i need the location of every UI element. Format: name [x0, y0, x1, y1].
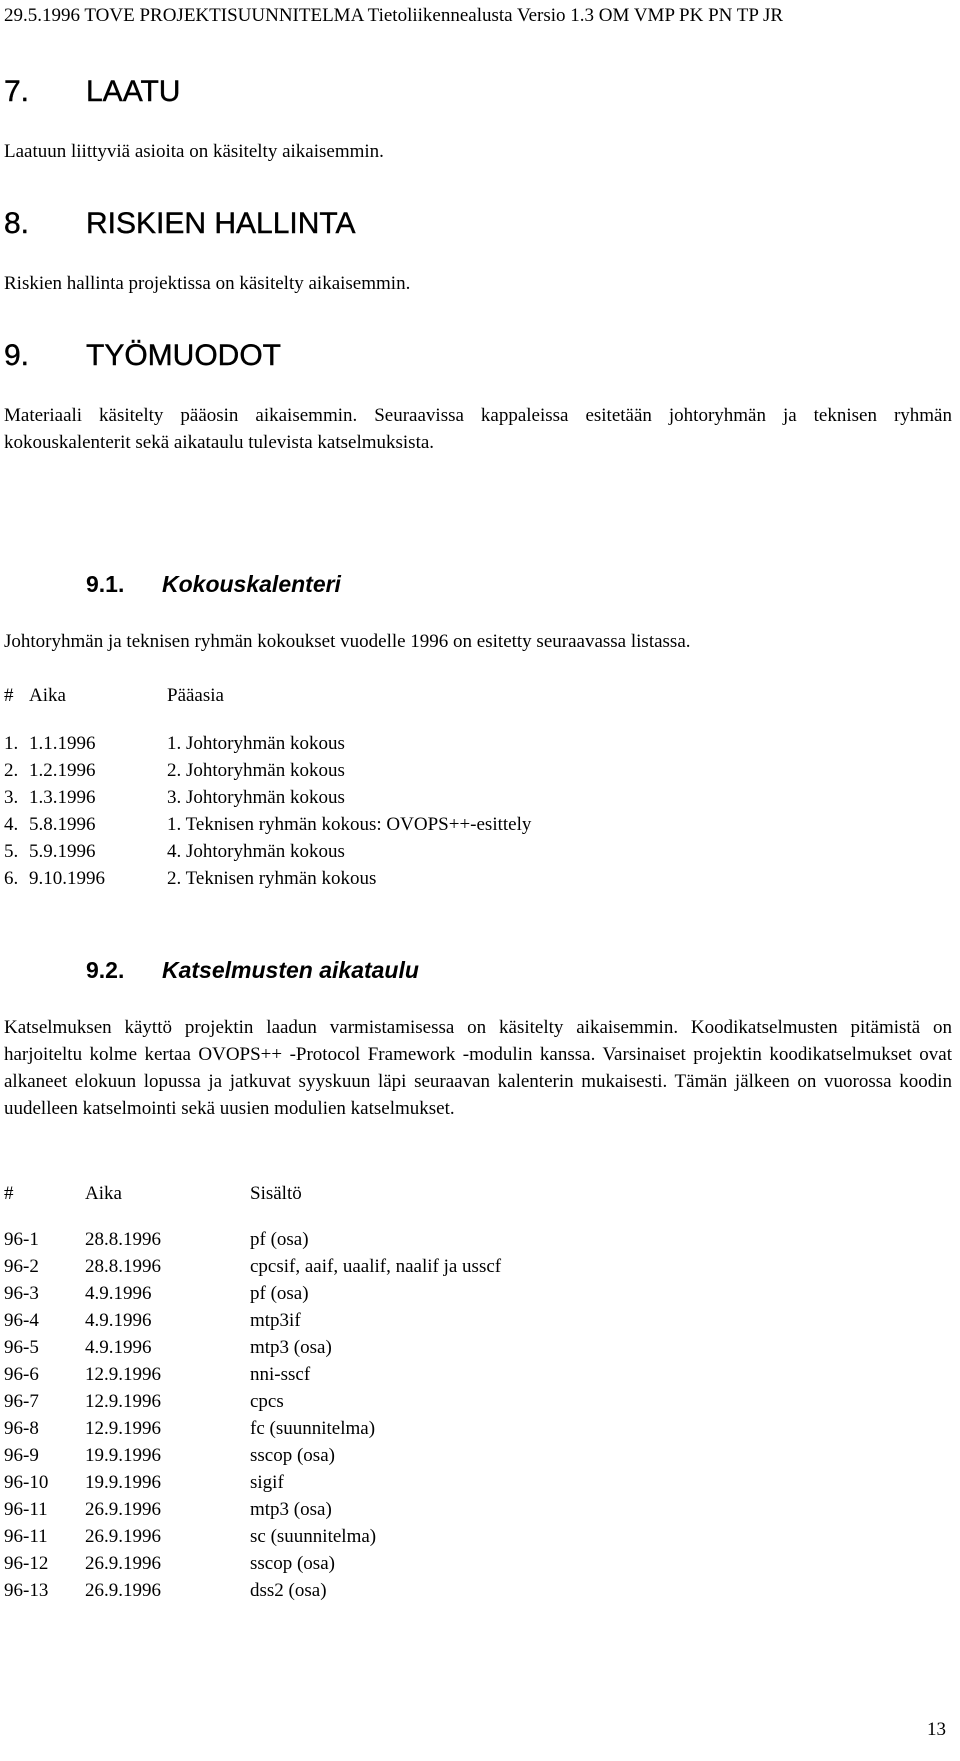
row-main: 1. Johtoryhmän kokous [167, 733, 345, 754]
row-number: 6. [4, 868, 19, 889]
row-date: 12.9.1996 [85, 1364, 161, 1385]
row-id: 96-8 [4, 1418, 39, 1439]
section-title: TYÖMUODOT [86, 339, 281, 372]
section-number: 9. [4, 339, 30, 372]
row-number: 1. [4, 733, 19, 754]
section-heading-riskit [4, 206, 356, 242]
row-date: 1.3.1996 [29, 787, 96, 808]
section-number: 8. [4, 207, 30, 240]
column-header-content: Sisältö [250, 1183, 302, 1204]
laatu-paragraph: Laatuun liittyviä asioita on käsitelty aikaisemmin. [4, 141, 384, 162]
subsection-title: Katselmusten aikataulu [162, 957, 419, 983]
row-id: 96-9 [4, 1445, 39, 1466]
riskit-paragraph: Riskien hallinta projektissa on käsitelty aikaisemmin. [4, 273, 411, 294]
row-content: cpcsif, aaif, uaalif, naalif ja usscf [250, 1256, 502, 1277]
row-main: 1. Teknisen ryhmän kokous: OVOPS++-esittely [167, 814, 532, 835]
row-date: 26.9.1996 [85, 1553, 161, 1574]
row-content: dss2 (osa) [250, 1580, 327, 1601]
row-date: 5.9.1996 [29, 841, 96, 862]
row-date: 1.1.1996 [29, 733, 96, 754]
row-date: 28.8.1996 [85, 1229, 161, 1250]
subsection-number: 9.2. [86, 957, 125, 983]
row-date: 4.9.1996 [85, 1337, 152, 1358]
row-number: 2. [4, 760, 19, 781]
column-header-main: Pääasia [167, 685, 224, 706]
row-content: sscop (osa) [250, 1553, 335, 1574]
section-title: LAATU [86, 75, 181, 108]
row-date: 5.8.1996 [29, 814, 96, 835]
row-date: 4.9.1996 [85, 1283, 152, 1304]
row-id: 96-12 [4, 1553, 49, 1574]
row-content: mtp3 (osa) [250, 1337, 332, 1358]
row-date: 1.2.1996 [29, 760, 96, 781]
row-id: 96-10 [4, 1472, 49, 1493]
row-date: 4.9.1996 [85, 1310, 152, 1331]
row-id: 96-4 [4, 1310, 39, 1331]
section-heading-tyomuodot [4, 338, 281, 374]
row-id: 96-13 [4, 1580, 49, 1601]
row-date: 12.9.1996 [85, 1391, 161, 1412]
row-date: 26.9.1996 [85, 1580, 161, 1601]
row-date: 19.9.1996 [85, 1445, 161, 1466]
section-heading-laatu [4, 74, 180, 110]
column-header-number: # [4, 685, 14, 706]
row-content: sc (suunnitelma) [250, 1526, 377, 1547]
row-content: mtp3if [250, 1310, 301, 1331]
row-number: 3. [4, 787, 19, 808]
row-main: 2. Teknisen ryhmän kokous [167, 868, 377, 889]
section-number: 7. [4, 75, 30, 108]
row-date: 26.9.1996 [85, 1526, 161, 1547]
row-date: 26.9.1996 [85, 1499, 161, 1520]
subsection-title: Kokouskalenteri [162, 571, 341, 597]
katselmukset-paragraph: Katselmuksen käyttö projektin laadun varmistamisessa on käsitelty aikaisemmin. Koodikatselmusten pitämistä on harjoiteltu kolme kertaa OVOPS++ -Protocol Framework -modulin kanssa. Varsinaiset projektin koodikatselmukset ovat alkaneet elokuun lopussa ja jatkuvat syyskuun läpi seuraavan kalenterin mukaisesti. Tämän jälkeen on vuorossa koodin uudelleen katselmointi sekä uusien modulien katselmukset. [4, 1017, 952, 1119]
subsection-heading-katselmukset [86, 956, 419, 984]
row-content: fc (suunnitelma) [250, 1418, 376, 1439]
row-id: 96-7 [4, 1391, 39, 1412]
subsection-heading-kokouskalenteri [86, 570, 341, 598]
page-header: 29.5.1996 TOVE PROJEKTISUUNNITELMA Tietoliikennealusta Versio 1.3 OM VMP PK PN TP JR [4, 5, 784, 26]
tyomuodot-paragraph: Materiaali käsitelty pääosin aikaisemmin. Seuraavissa kappaleissa esitetään johtoryhmän ja teknisen ryhmän kokouskalenterit sekä aikataulu tulevista katselmuksista. [4, 405, 952, 453]
row-id: 96-6 [4, 1364, 39, 1385]
column-header-id: # [4, 1183, 14, 1204]
subsection-number: 9.1. [86, 571, 125, 597]
page-number: 13 [927, 1719, 946, 1740]
row-main: 4. Johtoryhmän kokous [167, 841, 345, 862]
row-content: nni-sscf [250, 1364, 311, 1385]
row-id: 96-2 [4, 1256, 39, 1277]
row-number: 4. [4, 814, 19, 835]
row-main: 2. Johtoryhmän kokous [167, 760, 345, 781]
row-content: sscop (osa) [250, 1445, 335, 1466]
row-id: 96-11 [4, 1499, 48, 1520]
row-date: 12.9.1996 [85, 1418, 161, 1439]
column-header-date: Aika [85, 1183, 122, 1204]
row-date: 19.9.1996 [85, 1472, 161, 1493]
row-content: mtp3 (osa) [250, 1499, 332, 1520]
row-main: 3. Johtoryhmän kokous [167, 787, 345, 808]
row-date: 9.10.1996 [29, 868, 105, 889]
row-number: 5. [4, 841, 19, 862]
row-id: 96-1 [4, 1229, 39, 1250]
row-id: 96-3 [4, 1283, 39, 1304]
row-content: pf (osa) [250, 1229, 309, 1250]
row-id: 96-5 [4, 1337, 39, 1358]
row-content: pf (osa) [250, 1283, 309, 1304]
column-header-date: Aika [29, 685, 66, 706]
row-content: sigif [250, 1472, 284, 1493]
row-content: cpcs [250, 1391, 284, 1412]
row-id: 96-11 [4, 1526, 48, 1547]
kokouskalenteri-paragraph: Johtoryhmän ja teknisen ryhmän kokoukset vuodelle 1996 on esitetty seuraavassa listassa. [4, 631, 691, 652]
row-date: 28.8.1996 [85, 1256, 161, 1277]
section-title: RISKIEN HALLINTA [86, 207, 356, 240]
